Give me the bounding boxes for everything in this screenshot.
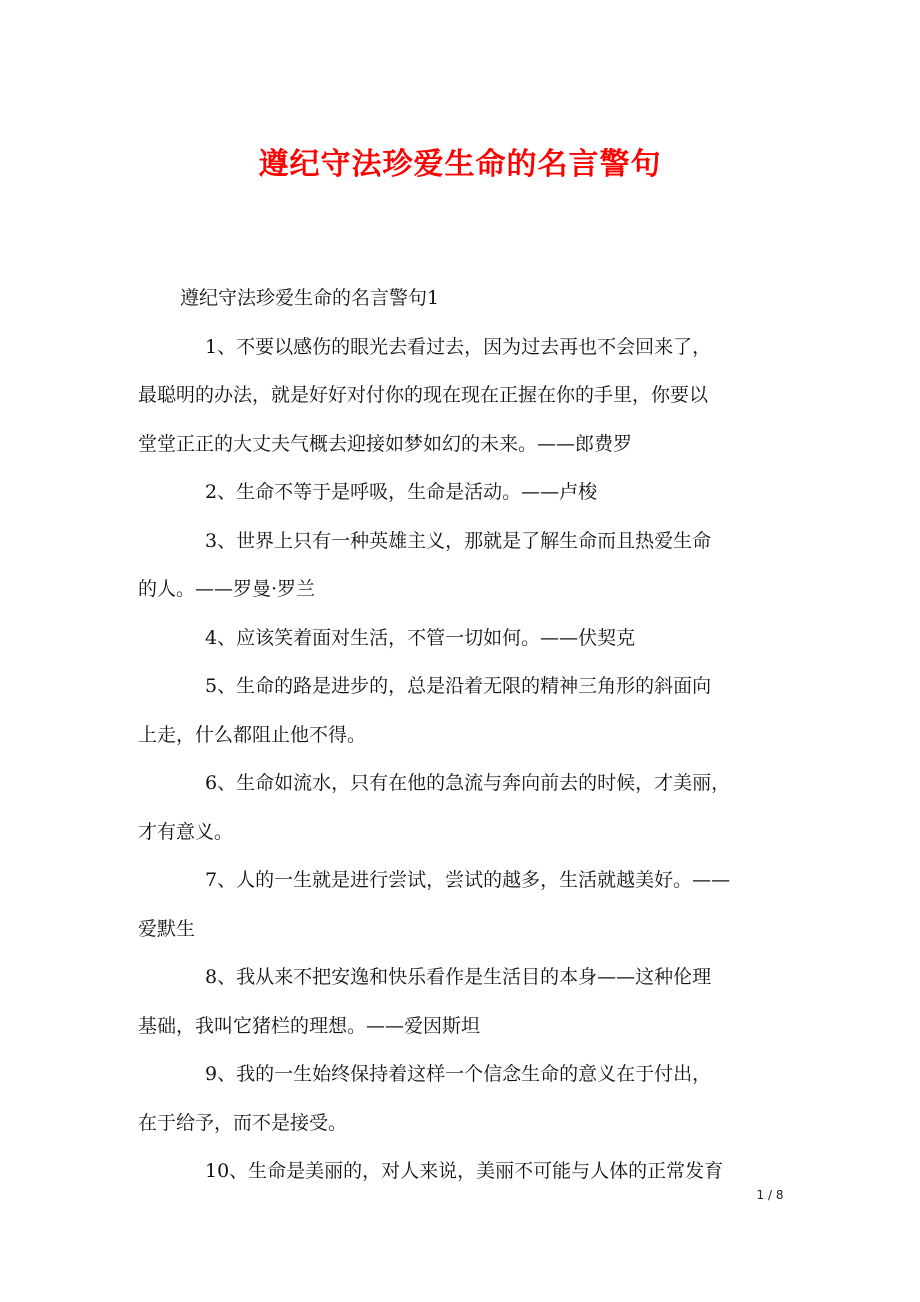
quote-line-7: 4、应该笑着面对生活，不管一切如何。——伏契克 <box>205 626 636 649</box>
quote-line-8: 5、生命的路是进步的，总是沿着无限的精神三角形的斜面向 <box>205 675 712 697</box>
quote-line-12: 7、人的一生就是进行尝试，尝试的越多，生活就越美好。—— <box>205 869 731 891</box>
quote-line-9: 上走，什么都阻止他不得。 <box>138 723 367 746</box>
quote-line-6: 的人。——罗曼·罗兰 <box>138 578 316 600</box>
quote-line-17: 在于给予，而不是接受。 <box>138 1111 348 1134</box>
quote-line-14: 8、我从来不把安逸和快乐看作是生活目的本身——这种伦理 <box>205 966 712 988</box>
document-title: 遵纪守法珍爱生命的名言警句 <box>258 147 662 182</box>
page-number: 1 / 8 <box>756 1188 784 1202</box>
quote-line-16: 9、我的一生始终保持着这样一个信念生命的意义在于付出， <box>205 1063 712 1085</box>
quote-line-18: 10、生命是美丽的，对人来说，美丽不可能与人体的正常发育 <box>205 1160 724 1182</box>
quote-line-3: 堂堂正正的大丈夫气概去迎接如梦如幻的未来。——郎费罗 <box>138 432 633 455</box>
quote-line-5: 3、世界上只有一种英雄主义，那就是了解生命而且热爱生命 <box>205 529 712 552</box>
quote-line-10: 6、生命如流水，只有在他的急流与奔向前去的时候，才美丽， <box>205 772 731 794</box>
quote-line-15: 基础，我叫它猪栏的理想。——爱因斯坦 <box>138 1014 481 1037</box>
quote-line-4: 2、生命不等于是呼吸，生命是活动。——卢梭 <box>205 481 598 503</box>
document-body <box>138 274 798 1196</box>
quote-line-2: 最聪明的办法，就是好好对付你的现在现在正握在你的手里，你要以 <box>138 384 709 406</box>
quote-line-13: 爱默生 <box>138 917 196 940</box>
quote-line-1: 1、不要以感伤的眼光去看过去，因为过去再也不会回来了， <box>205 335 712 358</box>
quote-line-11: 才有意义。 <box>138 820 234 843</box>
section-heading: 遵纪守法珍爱生命的名言警句1 <box>180 287 440 309</box>
